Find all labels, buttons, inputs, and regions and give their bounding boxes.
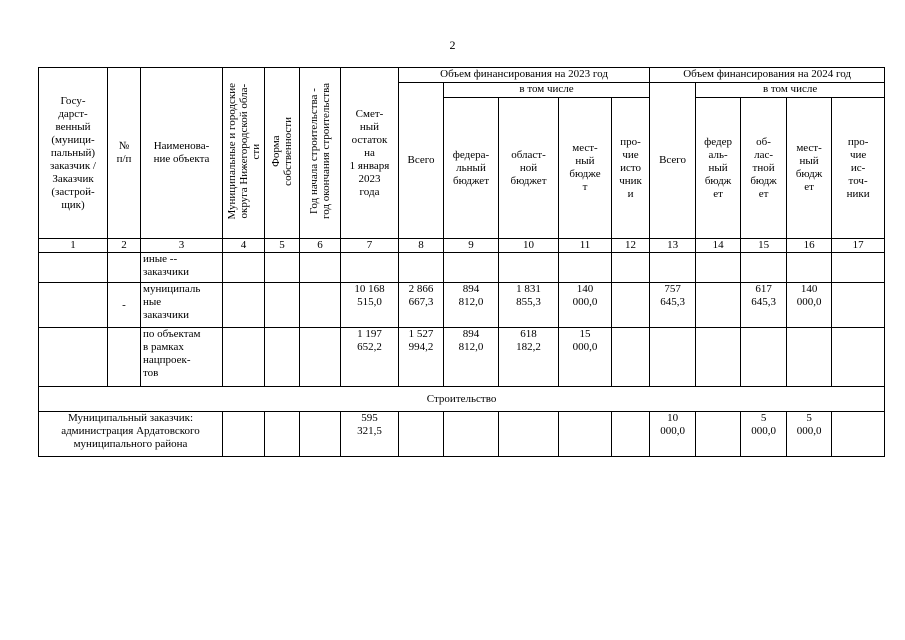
total-2023-value: 1 527 994,2	[399, 328, 444, 387]
table-row	[39, 328, 885, 387]
header-years: Год начала строительства - год окончания строительства	[300, 68, 341, 239]
object-name: муниципаль ные заказчики	[141, 283, 223, 328]
local-2024-value: 140 000,0	[787, 283, 832, 328]
header-ownership: Форма собственности	[265, 68, 300, 239]
header-estimate: Смет- ный остаток на 1 января 2023 года	[341, 68, 399, 239]
col-number: 8	[399, 239, 444, 253]
estimate-value: 595 321,5	[341, 412, 399, 457]
col-number: 4	[223, 239, 265, 253]
object-name: по объектам в рамках нацпроек- тов	[141, 328, 223, 387]
col-number: 2	[108, 239, 141, 253]
estimate-value: 1 197 652,2	[341, 328, 399, 387]
local-2023-value: 15 000,0	[559, 328, 612, 387]
header-fin-2024: Объем финансирования на 2024 год	[650, 68, 885, 83]
header-fed-2024: федер аль- ный бюдж ет	[696, 98, 741, 239]
col-number: 9	[444, 239, 499, 253]
col-number: 1	[39, 239, 108, 253]
federal-2023-value: 894 812,0	[444, 328, 499, 387]
federal-2023-value: 894 812,0	[444, 283, 499, 328]
col-number: 15	[741, 239, 787, 253]
header-customer: Госу- дарст- венный (муници- пальный) заказчик / Заказчик (застрой- щик)	[39, 68, 108, 239]
financing-table	[38, 67, 885, 457]
header-other-2024: про- чие ис- точ- ники	[832, 98, 885, 239]
total-2024-value: 10 000,0	[650, 412, 696, 457]
col-number: 17	[832, 239, 885, 253]
col-number: 14	[696, 239, 741, 253]
local-2024-value: 5 000,0	[787, 412, 832, 457]
section-row	[39, 387, 885, 412]
table-row	[39, 283, 885, 328]
col-number: 3	[141, 239, 223, 253]
header-total-2023: Всего	[399, 83, 444, 239]
col-number: 11	[559, 239, 612, 253]
header-fin-2023: Объем финансирования на 2023 год	[399, 68, 650, 83]
col-number: 5	[265, 239, 300, 253]
header-loc-2024: мест- ный бюдж ет	[787, 98, 832, 239]
estimate-value: 10 168 515,0	[341, 283, 399, 328]
total-2023-value: 2 866 667,3	[399, 283, 444, 328]
header-reg-2024: об- лас- тной бюдж ет	[741, 98, 787, 239]
header-total-2024: Всего	[650, 83, 696, 239]
table-row	[39, 412, 885, 457]
header-other-2023: про- чие исто чник и	[612, 98, 650, 239]
col-number: 7	[341, 239, 399, 253]
header-municipal-okrug: Муниципальные и городские округа Нижегородской обла- сти	[223, 68, 265, 239]
regional-2024-value: 5 000,0	[741, 412, 787, 457]
regional-2023-value: 618 182,2	[499, 328, 559, 387]
header-object-name: Наименова- ние объекта	[141, 68, 223, 239]
total-2024-value: 757 645,3	[650, 283, 696, 328]
header-num: № п/п	[108, 68, 141, 239]
object-name: иные -- заказчики	[141, 253, 223, 283]
customer-name: Муниципальный заказчик: администрация Ардатовского муниципального района	[39, 412, 223, 457]
header-including-2023: в том числе	[444, 83, 650, 98]
header-including-2024: в том числе	[696, 83, 885, 98]
header-row-1	[39, 68, 885, 83]
col-number: 12	[612, 239, 650, 253]
col-number: 6	[300, 239, 341, 253]
col-number: 16	[787, 239, 832, 253]
header-loc-2023: мест- ный бюдже т	[559, 98, 612, 239]
table-row	[39, 253, 885, 283]
local-2023-value: 140 000,0	[559, 283, 612, 328]
row-number: -	[108, 283, 141, 328]
col-number: 13	[650, 239, 696, 253]
column-number-row	[39, 239, 885, 253]
section-title: Строительство	[39, 387, 885, 412]
header-fed-2023: федера- льный бюджет	[444, 98, 499, 239]
header-reg-2023: област- ной бюджет	[499, 98, 559, 239]
regional-2024-value: 617 645,3	[741, 283, 787, 328]
page-number: 2	[449, 38, 456, 52]
regional-2023-value: 1 831 855,3	[499, 283, 559, 328]
col-number: 10	[499, 239, 559, 253]
